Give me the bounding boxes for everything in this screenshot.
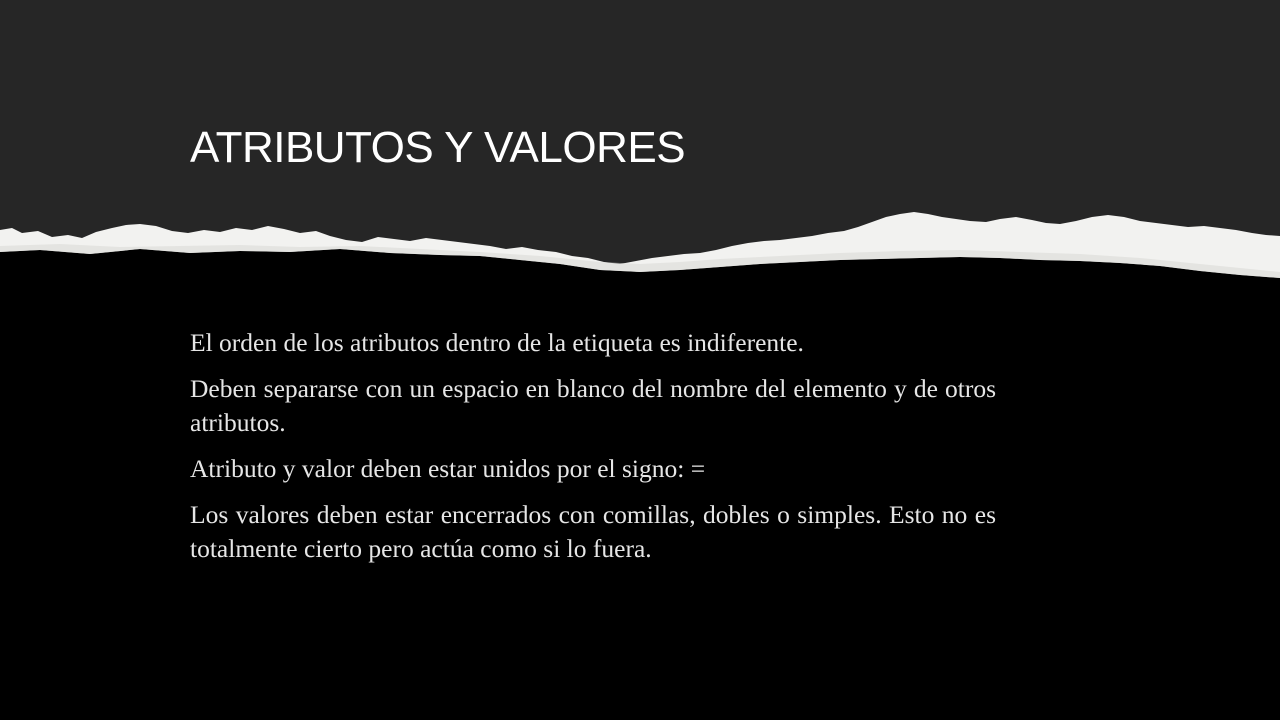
body-paragraph: Deben separarse con un espacio en blanco del nombre del elemento y de otros atributos. <box>190 374 996 437</box>
body-paragraph: Atributo y valor deben estar unidos por el signo: = <box>190 454 706 483</box>
slide-body <box>190 326 996 578</box>
torn-paper-edge <box>0 200 1280 300</box>
body-paragraph: Los valores deben estar encerrados con comillas, dobles o simples. Esto no es totalmente cierto pero actúa como si lo fuera. <box>190 500 996 563</box>
body-paragraph: El orden de los atributos dentro de la etiqueta es indiferente. <box>190 328 804 357</box>
slide-title: ATRIBUTOS Y VALORES <box>190 123 686 172</box>
